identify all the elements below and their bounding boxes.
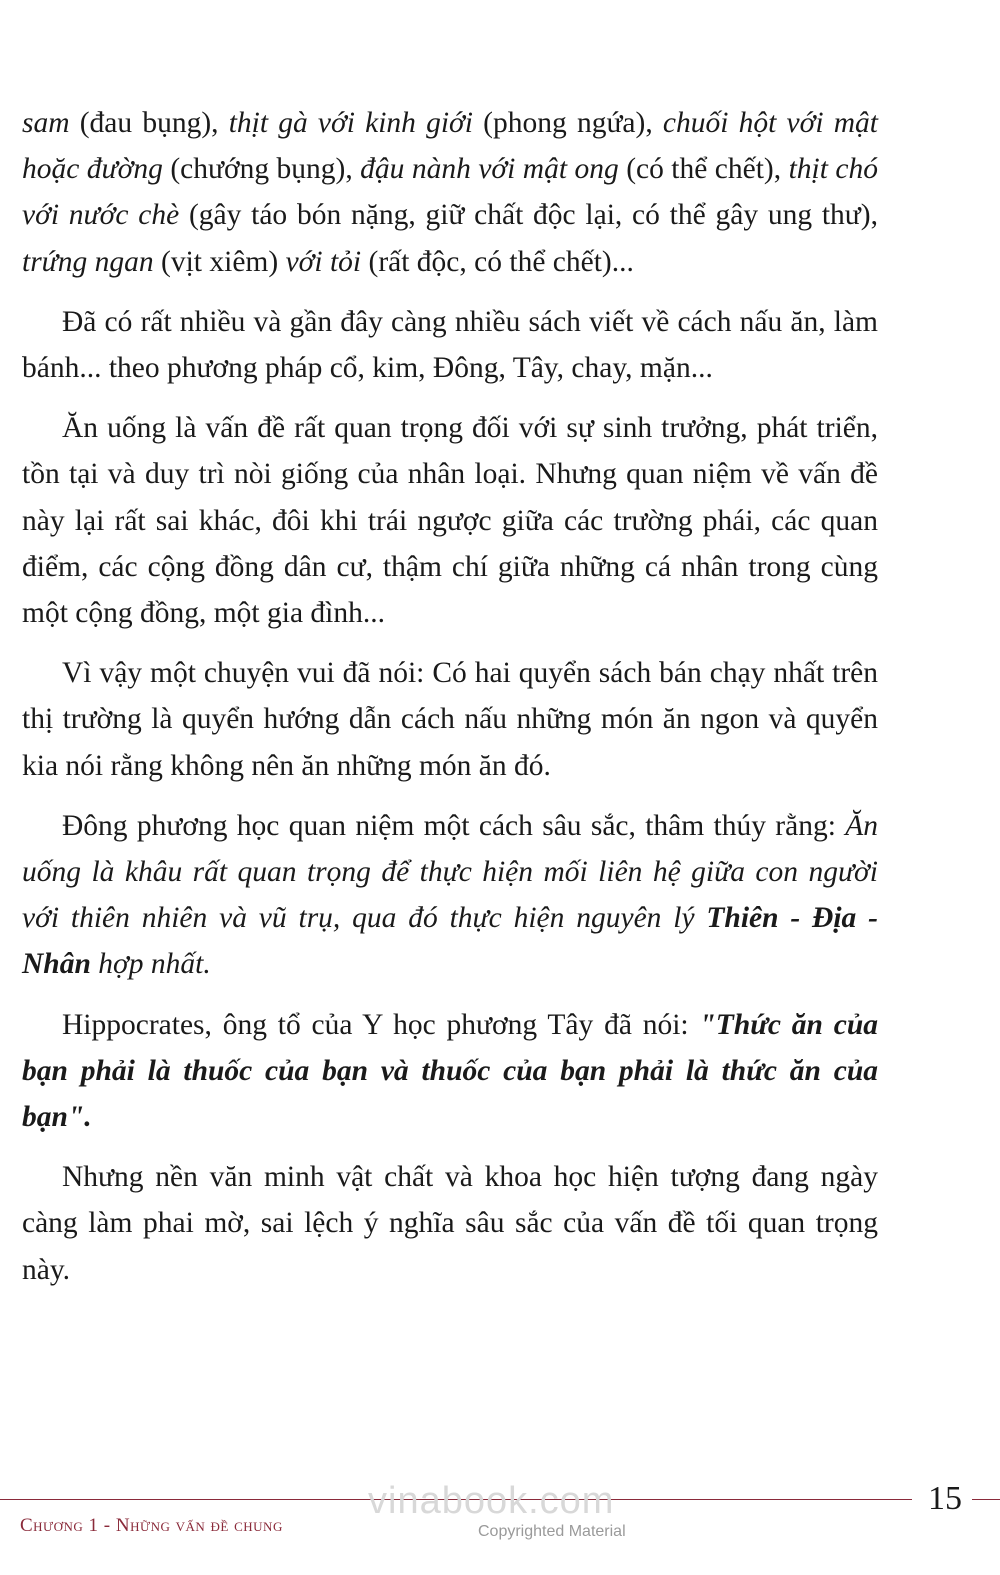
text-run: Hippocrates, ông tổ của Y học phương Tây đã nói: <box>62 1008 700 1041</box>
copyright-notice: Copyrighted Material <box>478 1523 626 1540</box>
text-run: (gây táo bón nặng, giữ chất độc lại, có thể gây ung thư), <box>179 199 878 232</box>
emphasis-run: với tỏi <box>285 245 362 278</box>
text-run: Đông phương học quan niệm một cách sâu sắc, thâm thúy rằng: <box>62 809 846 842</box>
footer-rule-right <box>972 1499 1000 1500</box>
emphasis-run: sam <box>22 107 70 139</box>
emphasis-run: thịt gà với kinh giới <box>228 107 473 139</box>
watermark: vinabook.com <box>368 1480 615 1522</box>
paragraph <box>22 405 878 636</box>
emphasis-run: hợp nhất. <box>90 948 211 981</box>
text-run: (có thể chết), <box>618 153 789 186</box>
paragraph <box>22 803 878 988</box>
chapter-title: Chương 1 - Những vấn đề chung <box>20 1515 283 1536</box>
paragraph <box>22 650 878 789</box>
emphasis-run: "Thức ăn của bạn phải là thuốc của bạn và thuốc của bạn phải là thức ăn của bạn". <box>22 1008 879 1134</box>
paragraph <box>22 1154 878 1293</box>
body-text <box>22 100 878 1307</box>
emphasis-run: thịt chó với nước chè <box>22 153 878 232</box>
text-run: (chướng bụng), <box>162 153 361 186</box>
emphasis-run: trứng ngan <box>22 245 154 278</box>
emphasis-run: Ăn uống là khâu rất quan trọng để thực hiện mối liên hệ giữa con người với thiên nhiên và vũ trụ, qua đó thực hiện nguyên lý <box>22 809 878 935</box>
text-run: (vịt xiêm) <box>153 245 286 278</box>
text-run: Đã có rất nhiều và gần đây càng nhiều sách viết về cách nấu ăn, làm bánh... theo phương pháp cổ, kim, Đông, Tây, chay, mặn... <box>22 305 878 385</box>
text-run: (phong ngứa), <box>473 107 663 139</box>
text-run: (rất độc, có thể chết)... <box>361 245 634 278</box>
paragraph <box>22 100 878 285</box>
emphasis-run: Thiên - Địa - Nhân <box>22 902 878 981</box>
text-run: Nhưng nền văn minh vật chất và khoa học hiện tượng đang ngày càng làm phai mờ, sai lệch ý nghĩa sâu sắc của vấn đề tối quan trọng này. <box>22 1161 878 1286</box>
emphasis-run: chuối hột với mật hoặc đường <box>22 107 878 186</box>
paragraph <box>22 1002 878 1141</box>
paragraph <box>22 299 878 391</box>
page-number: 15 <box>928 1480 962 1517</box>
text-run: (đau bụng), <box>69 107 229 139</box>
emphasis-run: đậu nành với mật ong <box>360 153 619 186</box>
text-run: Vì vậy một chuyện vui đã nói: Có hai quyển sách bán chạy nhất trên thị trường là quyển hướng dẫn cách nấu những món ăn ngon và quyển kia nói rằng không nên ăn những món ăn đó. <box>22 657 878 782</box>
text-run: Ăn uống là vấn đề rất quan trọng đối với sự sinh trưởng, phát triển, tồn tại và duy trì nòi giống của nhân loại. Nhưng quan niệm về vấn đề này lại rất sai khác, đôi khi trái ngược giữa các trường phái, các quan điểm, các cộng đồng dân cư, thậm chí giữa những cá nhân trong cùng một cộng đồng, một gia đình... <box>22 412 878 630</box>
